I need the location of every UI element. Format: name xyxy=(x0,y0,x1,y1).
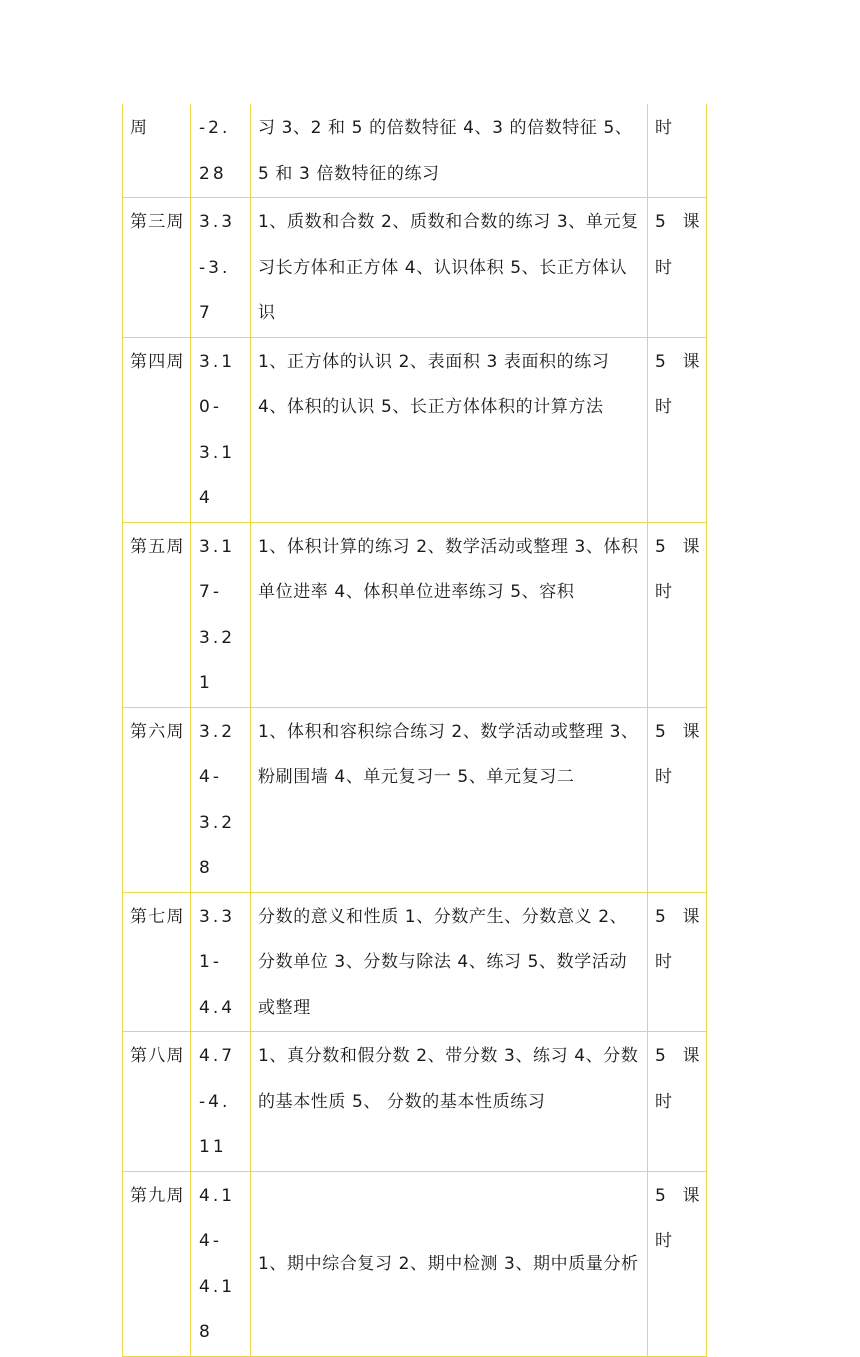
hours-cell: 5 课时 xyxy=(648,1032,707,1172)
content-cell: 1、期中综合复习 2、期中检测 3、期中质量分析 xyxy=(251,1171,648,1356)
content-cell: 1、真分数和假分数 2、带分数 3、练习 4、分数的基本性质 5、 分数的基本性质练习 xyxy=(251,1032,648,1172)
date-cell: 4.14-4.18 xyxy=(191,1171,251,1356)
table-row xyxy=(123,1171,707,1356)
table-row xyxy=(123,104,707,198)
hours-cell: 5 课时 xyxy=(648,522,707,707)
date-cell: 4.7-4.11 xyxy=(191,1032,251,1172)
table-row xyxy=(123,1032,707,1172)
table-row xyxy=(123,707,707,892)
week-cell: 第七周 xyxy=(123,892,191,1032)
content-cell: 1、质数和合数 2、质数和合数的练习 3、单元复习长方体和正方体 4、认识体积 5、长正方体认识 xyxy=(251,198,648,338)
date-cell: 3.31-4.4 xyxy=(191,892,251,1032)
week-cell: 第四周 xyxy=(123,337,191,522)
table-row xyxy=(123,337,707,522)
hours-cell: 5 课时 xyxy=(648,198,707,338)
content-cell: 1、正方体的认识 2、表面积 3 表面积的练习 4、体积的认识 5、长正方体体积的计算方法 xyxy=(251,337,648,522)
content-cell: 习 3、2 和 5 的倍数特征 4、3 的倍数特征 5、5 和 3 倍数特征的练习 xyxy=(251,104,648,198)
table-row xyxy=(123,198,707,338)
week-cell: 周 xyxy=(123,104,191,198)
content-cell: 1、体积和容积综合练习 2、数学活动或整理 3、粉刷围墙 4、单元复习一 5、单元复习二 xyxy=(251,707,648,892)
table-row xyxy=(123,522,707,707)
hours-cell: 5 课时 xyxy=(648,707,707,892)
date-cell: 3.3-3.7 xyxy=(191,198,251,338)
hours-cell: 时 xyxy=(648,104,707,198)
week-cell: 第六周 xyxy=(123,707,191,892)
date-cell: 3.17-3.21 xyxy=(191,522,251,707)
date-cell: 3.10-3.14 xyxy=(191,337,251,522)
week-cell: 第三周 xyxy=(123,198,191,338)
week-cell: 第八周 xyxy=(123,1032,191,1172)
schedule-table xyxy=(122,104,707,1357)
content-cell: 1、体积计算的练习 2、数学活动或整理 3、体积单位进率 4、体积单位进率练习 5、容积 xyxy=(251,522,648,707)
hours-cell: 5 课时 xyxy=(648,892,707,1032)
hours-cell: 5 课时 xyxy=(648,337,707,522)
table-row xyxy=(123,892,707,1032)
date-cell: -2.28 xyxy=(191,104,251,198)
week-cell: 第五周 xyxy=(123,522,191,707)
week-cell: 第九周 xyxy=(123,1171,191,1356)
content-cell: 分数的意义和性质 1、分数产生、分数意义 2、分数单位 3、分数与除法 4、练习 5、数学活动或整理 xyxy=(251,892,648,1032)
date-cell: 3.24-3.28 xyxy=(191,707,251,892)
hours-cell: 5 课时 xyxy=(648,1171,707,1356)
